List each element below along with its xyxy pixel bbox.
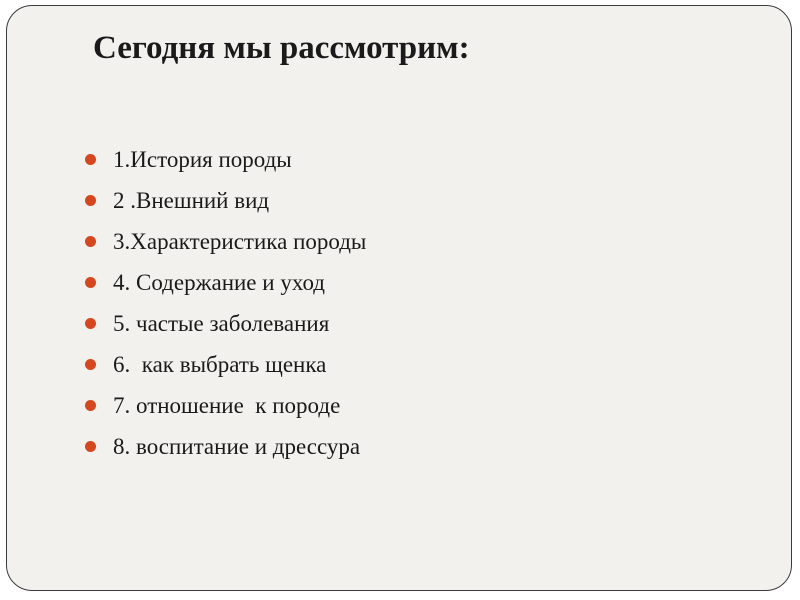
list-item-text: 2 .Внешний вид bbox=[113, 187, 270, 213]
bullet-icon bbox=[85, 318, 96, 329]
list-item-text: 4. Содержание и уход bbox=[113, 269, 325, 295]
list-item-text: 8. воспитание и дрессура bbox=[113, 433, 361, 459]
slide bbox=[6, 5, 792, 591]
list-item-text: 1.История породы bbox=[113, 146, 292, 172]
list-item bbox=[85, 221, 366, 262]
bullet-icon bbox=[85, 359, 96, 370]
list-item-text: 6. как выбрать щенка bbox=[113, 351, 327, 377]
list-item bbox=[85, 139, 366, 180]
bullet-icon bbox=[85, 441, 96, 452]
list-item bbox=[85, 262, 366, 303]
slide-title: Сегодня мы рассмотрим: bbox=[93, 30, 470, 66]
list-item bbox=[85, 385, 366, 426]
bullet-icon bbox=[85, 400, 96, 411]
list-item bbox=[85, 344, 366, 385]
list-item-text: 3.Характеристика породы bbox=[113, 228, 367, 254]
list-item bbox=[85, 303, 366, 344]
bullet-icon bbox=[85, 195, 96, 206]
list-item-text: 5. частые заболевания bbox=[113, 310, 330, 336]
agenda-list bbox=[85, 139, 366, 467]
bullet-icon bbox=[85, 236, 96, 247]
list-item bbox=[85, 180, 366, 221]
list-item bbox=[85, 426, 366, 467]
list-item-text: 7. отношение к породе bbox=[113, 392, 341, 418]
bullet-icon bbox=[85, 277, 96, 288]
bullet-icon bbox=[85, 154, 96, 165]
